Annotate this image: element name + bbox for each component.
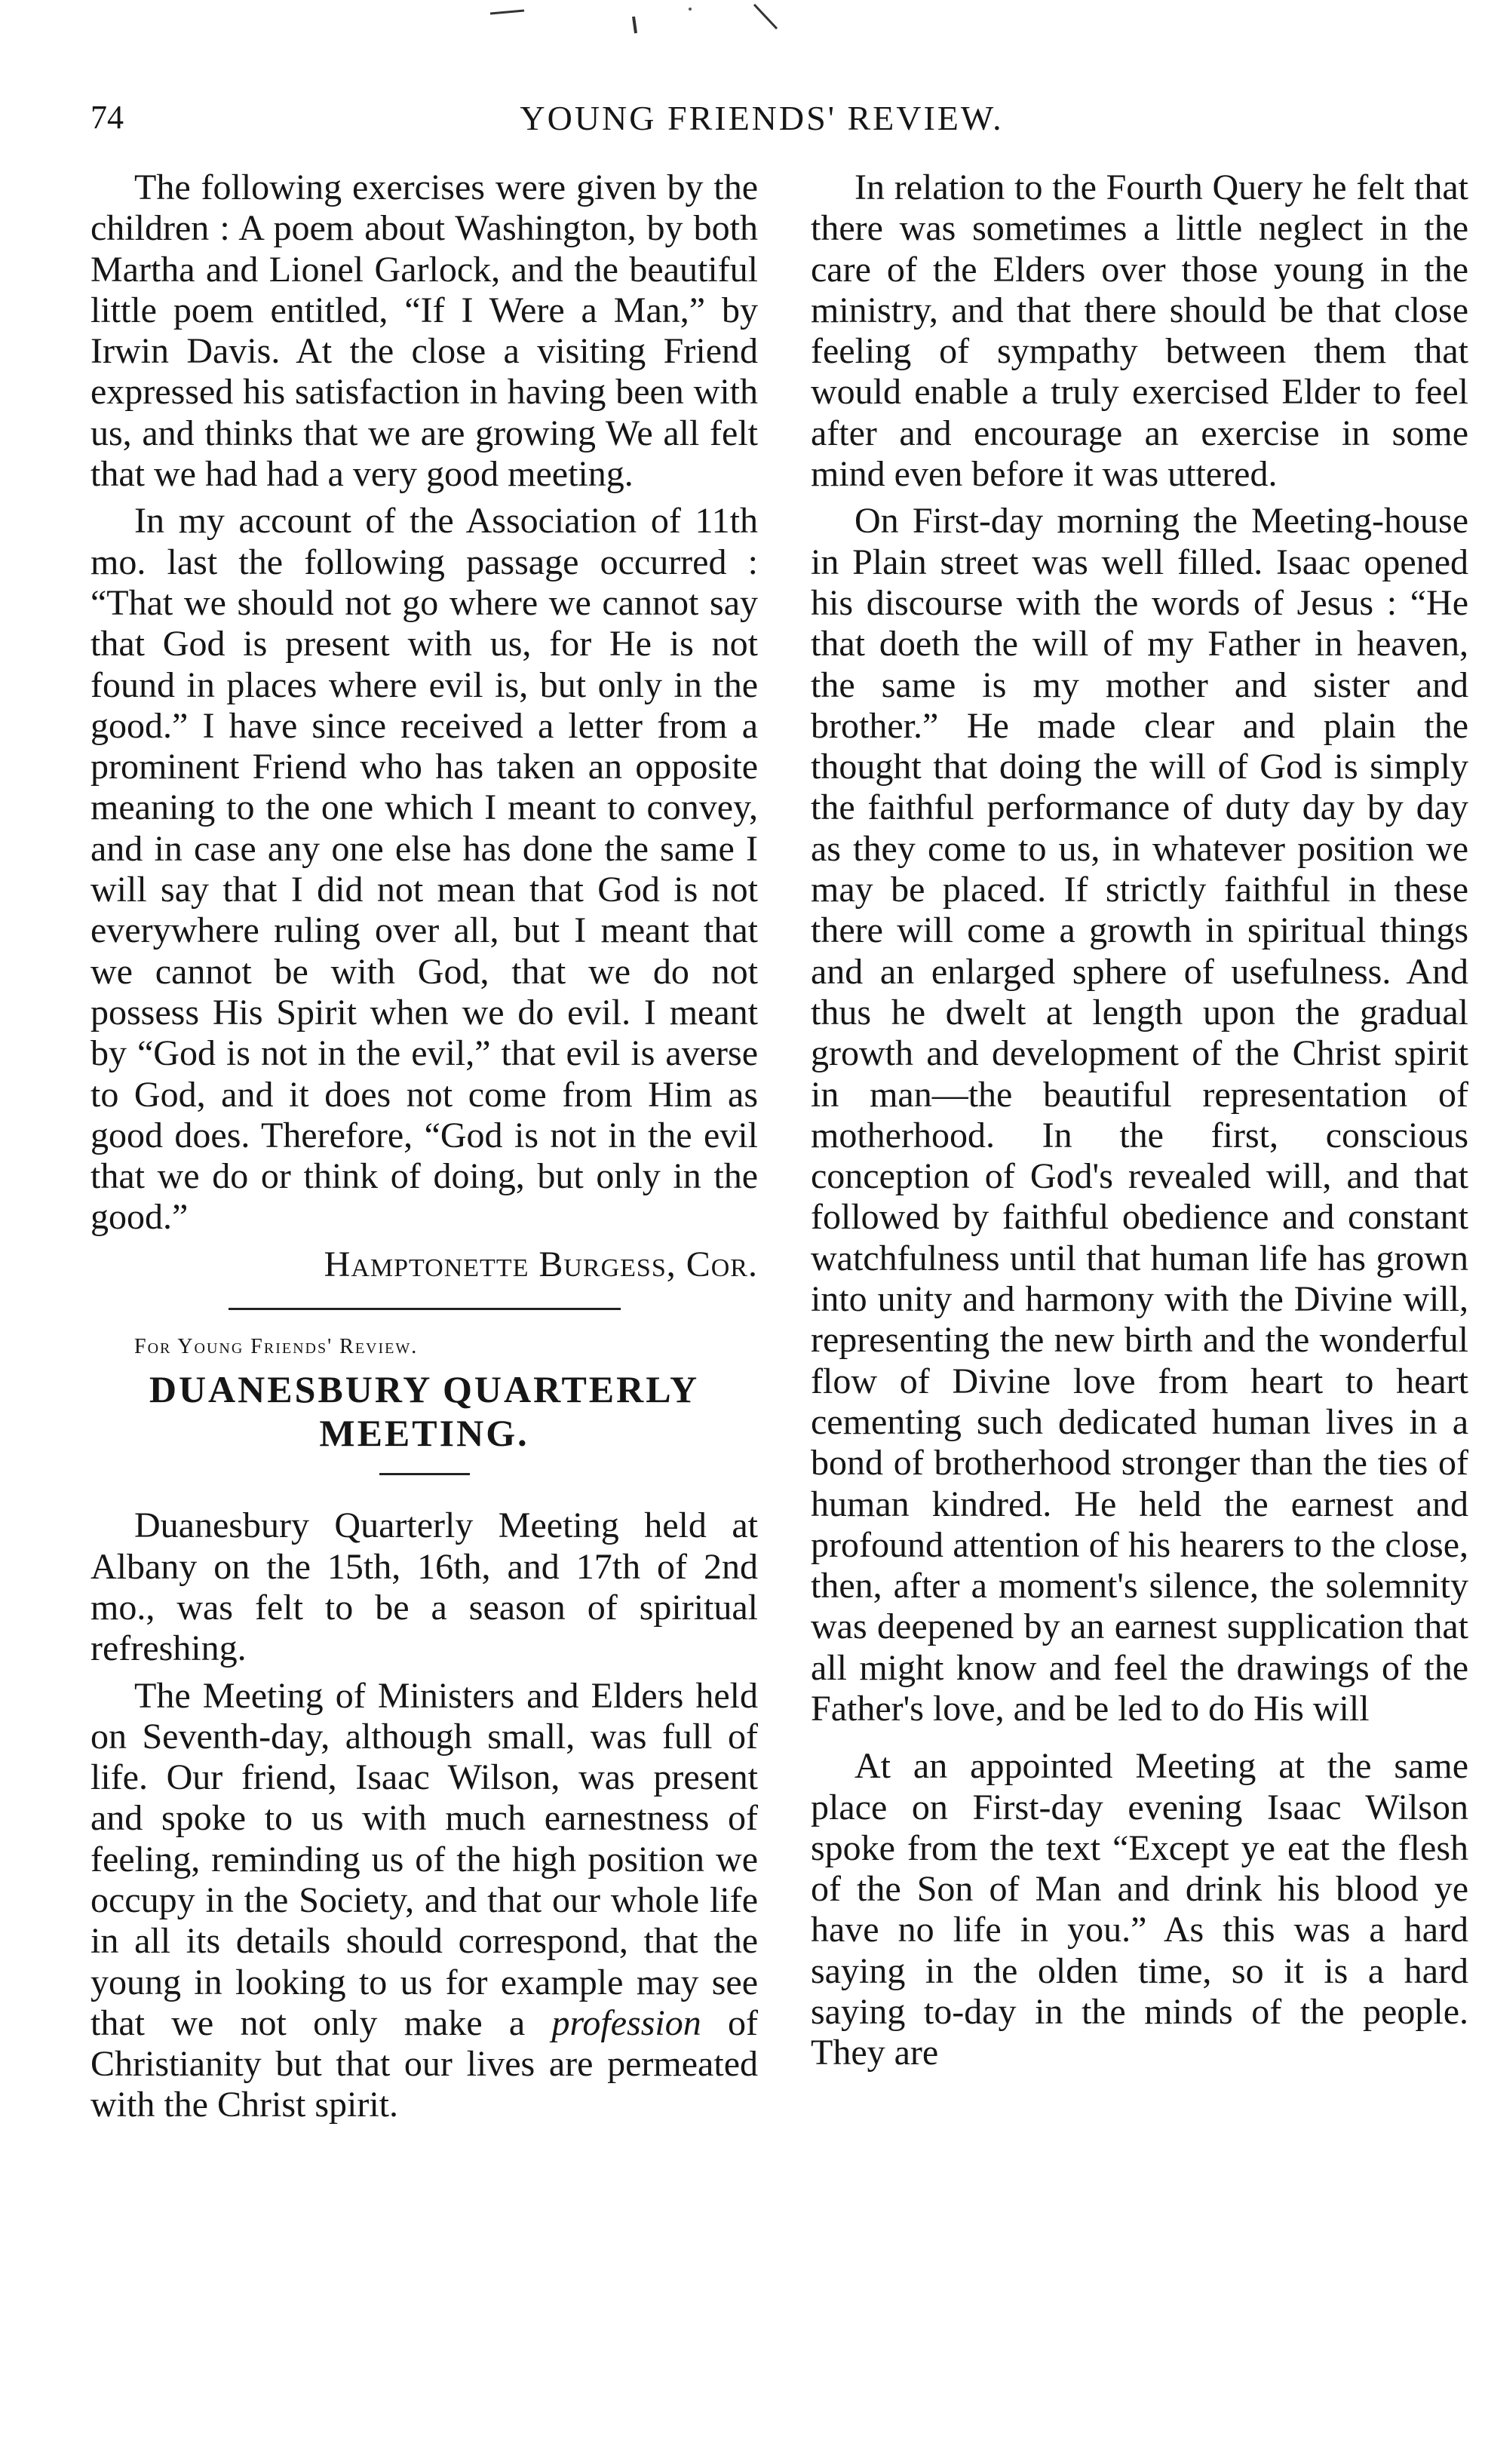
paragraph: Duanesbury Quarterly Meeting held at Albany on the 15th, 16th, and 17th of 2nd mo., was felt to be a season of spiritual refreshing. bbox=[91, 1505, 758, 1669]
paragraph bbox=[91, 1676, 758, 2126]
article-title-line: MEETING. bbox=[319, 1412, 529, 1455]
right-column bbox=[811, 167, 1468, 2074]
paragraph: The following exercises were given by the children : A poem about Washington, by both Martha and Lionel Garlock, and the beautiful little poem entitled, “If I Were a Man,” by Irwin Davis. At the close a visiting Friend expressed his satisfaction in having been with us, and thinks that we are growing We all felt that we had had a very good meeting. bbox=[91, 167, 758, 495]
divider bbox=[379, 1473, 470, 1475]
running-head: YOUNG FRIENDS' REVIEW. bbox=[520, 99, 1004, 137]
paragraph: In my account of the Association of 11th mo. last the following passage occurred : “That we should not go where we cannot say that God is present with us, for He is not found in places where evil is, but only in the good.” I have since received a letter from a prominent Friend who has taken an opposite meaning to the one which I meant to convey, and in case any one else has done the same I will say that I did not mean that God is not everywhere ruling over all, but I meant that we cannot be with God, that we do not possess His Spirit when we do evil. I meant by “God is not in the evil,” that evil is averse to God, and it does not come from Him as good does. Therefore, “God is not in the evil that we do or think of doing, but only in the good.” bbox=[91, 501, 758, 1238]
page-number: 74 bbox=[91, 99, 124, 136]
text-run: of Christianity but that our lives are permeated with the Christ spirit. bbox=[91, 2002, 759, 2125]
signature: Hamptonette Burgess, Cor. bbox=[324, 1244, 758, 1284]
byline: For Young Friends' Review. bbox=[134, 1335, 419, 1359]
article-title-line: DUANESBURY QUARTERLY bbox=[149, 1368, 700, 1411]
left-column bbox=[91, 167, 758, 2126]
article-title bbox=[91, 1367, 758, 1455]
paragraph: On First-day morning the Meeting-house in Plain street was well filled. Isaac opened his discourse with the words of Jesus : “He that doeth the will of my Father in heaven, the same is my mother and sister and brother.” He made clear and plain the thought that doing the will of God is simply the faithful performance of duty day by day as they come to us, in whatever position we may be placed. If strictly faithful in these there will come a growth in spiritual things and an enlarged sphere of usefulness. And thus he dwelt at length upon the gradual growth and development of the Christ spirit in man—the beautiful representation of motherhood. In the first, conscious conception of God's revealed will, and that followed by faithful obedience and constant watchfulness until that human life has grown into unity and harmony with the Divine will, representing the new birth and the wonderful flow of Divine love from heart to heart cementing such dedicated human lives in a bond of brotherhood stronger than the ties of human kindred. He held the earnest and profound attention of his hearers to the close, then, after a moment's silence, the solemnity was deepened by an earnest supplication that all might know and feel the drawings of the Father's love, and be led to do His will bbox=[811, 501, 1468, 1729]
divider bbox=[229, 1308, 621, 1310]
text-run: The Meeting of Ministers and Elders held on Seventh-day, although small, was full of life. Our friend, Isaac Wilson, was present and spoke to us with much earnestness of feeling, reminding us of the high position we occupy in the Society, and that our whole life in all its details should correspond, that the young in looking to us for example may see that we not only make a bbox=[91, 1675, 758, 2043]
scan-marks bbox=[453, 0, 875, 53]
italic-text: profession bbox=[551, 2002, 701, 2043]
paragraph: At an appointed Meeting at the same place on First-day evening Isaac Wilson spoke from the text “Except ye eat the flesh of the Son of Man and drink his blood ye have no life in you.” As this was a hard saying in the olden time, so it is a hard saying to-day in the minds of the people. They are bbox=[811, 1746, 1468, 2073]
paragraph: In relation to the Fourth Query he felt that there was sometimes a little neglect in the care of the Elders over those young in the ministry, and that there should be that close feeling of sympathy between them that would enable a truly exercised Elder to feel after and encourage an exercise in some mind even before it was uttered. bbox=[811, 167, 1468, 495]
page-header bbox=[91, 98, 1433, 143]
